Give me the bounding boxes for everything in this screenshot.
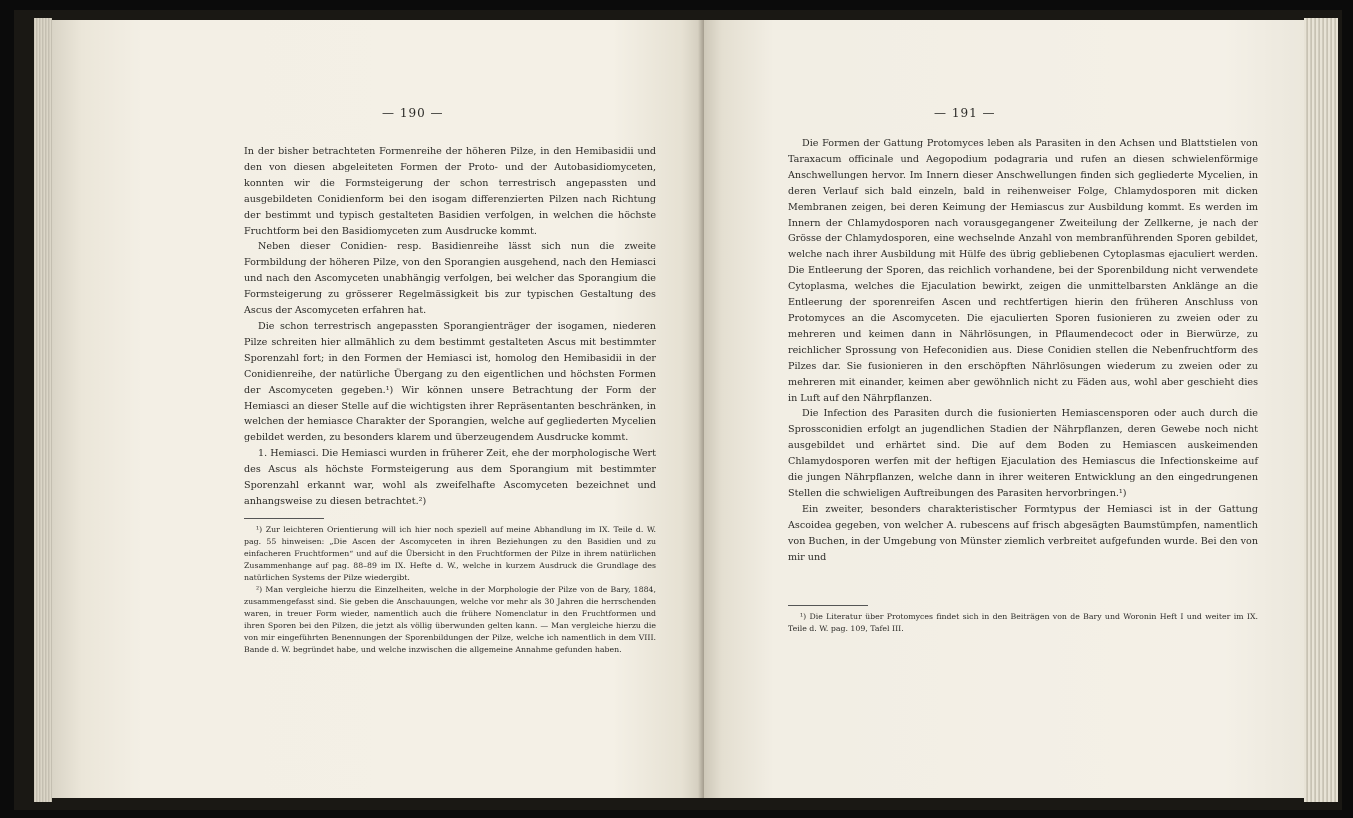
left-page-edges [34, 18, 52, 802]
footnote: ²) Man vergleiche hierzu die Einzelheiten, welche in der Morphologie der Pilze von de Bary, 1884, zusammengefasst sind. Sie geben die Anschauungen, welche vor mehr als 30 Jahren die herrschenden waren, in treuer Form wieder, namentlich auch die frühere Nomenclatur in den Fruchtformen und ihren Sporen bei den Pilzen, die jetzt als völlig überwunden gelten kann. — Man vergleiche hierzu die von mir eingeführten Benennungen der Sporenbildungen der Pilze, welche ich namentlich in dem VIII. Bande d. W. begründet habe, und welche inzwischen die allgemeine Annahme gefunden haben. [244, 584, 656, 654]
left-page [52, 20, 704, 798]
page-number: — 191 — [934, 106, 996, 120]
page-number: — 190 — [382, 106, 444, 120]
paragraph: Die Infection des Parasiten durch die fusionierten Hemiascensporen oder auch durch die Sprossconidien erfolgt an jugendlichen Stadien der Nährpflanzen, deren Gewebe noch nicht ausgebildet und erhärtet sind. Die auf dem Boden zu Hemiascen auskeimenden Chlamydosporen werfen mit der heftigen Ejaculation des Hemiascus die Infectionskeime auf die jungen Nährpflanzen, welche dann in ihrer weiteren Entwicklung an den eingedrungenen Stellen die schwieligen Auftreibungen des Parasiten hervorbringen.¹) [788, 408, 1258, 499]
footnote: ¹) Zur leichteren Orientierung will ich hier noch speziell auf meine Abhandlung im IX. Teile d. W. pag. 55 hinweisen: „Die Ascen der Ascomyceten in ihren Beziehungen zu den Basidien und zu einfacheren Fruchtformen“ und auf die Übersicht in den Fruchtformen der Pilze in ihrem natürlichen Zusammenhange auf pag. 88–89 im IX. Hefte d. W., welche in kurzem Ausdruck die Grundlage des natürlichen Systems der Pilze wiedergibt. [244, 524, 656, 582]
paragraph: Die schon terrestrisch angepassten Sporangienträger der isogamen, niederen Pilze schreiten hier allmählich zu dem bestimmt gestalteten Ascus mit bestimmter Sporenzahl fort; in den Formen der Hemiasci ist, homolog den Hemibasidii in der Conidienreihe, der natürliche Übergang zu den eigentlichen und höchsten Formen der Ascomyceten gegeben.¹) Wir können unsere Betrachtung der Form der Hemiasci an dieser Stelle auf die wichtigsten ihrer Repräsentanten beschränken, in welchen der hemiasce Charakter der Sporangien, welche auf gegliederten Mycelien gebildet werden, zu besonders klarem und überzeugendem Ausdrucke kommt. [244, 320, 656, 444]
paragraph: 1. Hemiasci. Die Hemiasci wurden in früherer Zeit, ehe der morphologische Wert des Ascus als höchste Formsteigerung aus dem Sporangium mit bestimmter Sporenzahl erkannt war, wohl als zweifelhafte Ascomyceten bezeichnet und anhangsweise zu diesen betrachtet.²) [244, 448, 656, 507]
footnote: ¹) Die Literatur über Protomyces findet sich in den Beiträgen von de Bary und Woronin Heft I und weiter im IX. Teile d. W. pag. 109, Tafel III. [788, 612, 1258, 634]
paragraph: In der bisher betrachteten Formenreihe der höheren Pilze, in den Hemibasidii und den von diesen abgeleiteten Formen der Proto- und der Autobasidiomyceten, konnten wir die Formsteigerung der schon terrestrisch angepassten und ausgebildeten Conidienform bei den isogam differenzierten Pilzen nach Richtung der bestimmt und typisch gestalteten Basidien verfolgen, in welchen die höchste Fruchtform bei den Basidiomyceten zum Ausdrucke kommt. [244, 146, 656, 237]
paragraph: Neben dieser Conidien- resp. Basidienreihe lässt sich nun die zweite Formbildung der höheren Pilze, von den Sporangien ausgehend, nach den Hemiasci und nach den Ascomyceten unabhängig verfolgen, bei welcher das Sporangium die Formsteigerung zu grösserer Regelmässigkeit bis zur typischen Gestaltung des Ascus der Ascomyceten erfahren hat. [244, 241, 656, 317]
paragraph: Ein zweiter, besonders charakteristischer Formtypus der Hemiasci ist in der Gattung Ascoidea gegeben, von welcher A. rubescens auf frisch abgesägten Baumstümpfen, namentlich von Buchen, in der Umgebung von Münster ziemlich verbreitet aufgefunden wurde. Bei den von mir und [788, 503, 1258, 563]
footnotes [244, 524, 656, 656]
right-page [704, 20, 1304, 798]
right-page-edges [1304, 18, 1338, 802]
footnotes [788, 611, 1258, 635]
right-page-text [788, 136, 1258, 635]
left-page-text [244, 144, 656, 656]
footnote-rule [788, 605, 868, 606]
paragraph: Die Formen der Gattung Protomyces leben als Parasiten in den Achsen und Blattstielen von Taraxacum officinale und Aegopodium podagraria und rufen an diesen schwielenförmige Anschwellungen hervor. Im Innern dieser Anschwellungen finden sich gegliederte Mycelien, in deren Verlauf sich bald einzeln, bald in reihenweiser Folge, Chlamydosporen mit dicken Membranen zeigen, bei deren Keimung der Hemiascus zur Ausbildung kommt. Es werden im Innern der Chlamydosporen nach vorausgegangener Zweiteilung der Zellkerne, je nach der Grösse der Chlamydosporen, eine wechselnde Anzahl von membranführenden Sporen gebildet, welche nach ihrer Ausbildung mit Hülfe des übrig gebliebenen Cytoplasmas ejaculiert werden. Die Entleerung der Sporen, das reichlich vorhandene, bei der Sporenbildung nicht verwendete Cytoplasma, welches die Ejaculation bewirkt, zeigen die unmittelbarsten Anklänge an die Entleerung der sporenreifen Ascen und rechtfertigen hierin den früheren Anschluss von Protomyces an die Ascomyceten. Die ejaculierten Sporen fusionieren zu zweien oder zu mehreren und keimen dann in Nährlösungen, in Pflaumendecoct oder in Bierwürze, zu reichlicher Sprossung von Hefeconidien aus. Diese Conidien stellen die Nebenfruchtform des Pilzes dar. Sie fusionieren in den erschöpften Nährlösungen wiederum zu zweien oder zu mehreren mit einander, keimen aber gewöhnlich nicht zu Fäden aus, wohl aber geschieht dies in Luft auf den Nährpflanzen. [788, 138, 1258, 404]
book-spread [14, 10, 1342, 810]
footnote-rule [244, 518, 324, 519]
